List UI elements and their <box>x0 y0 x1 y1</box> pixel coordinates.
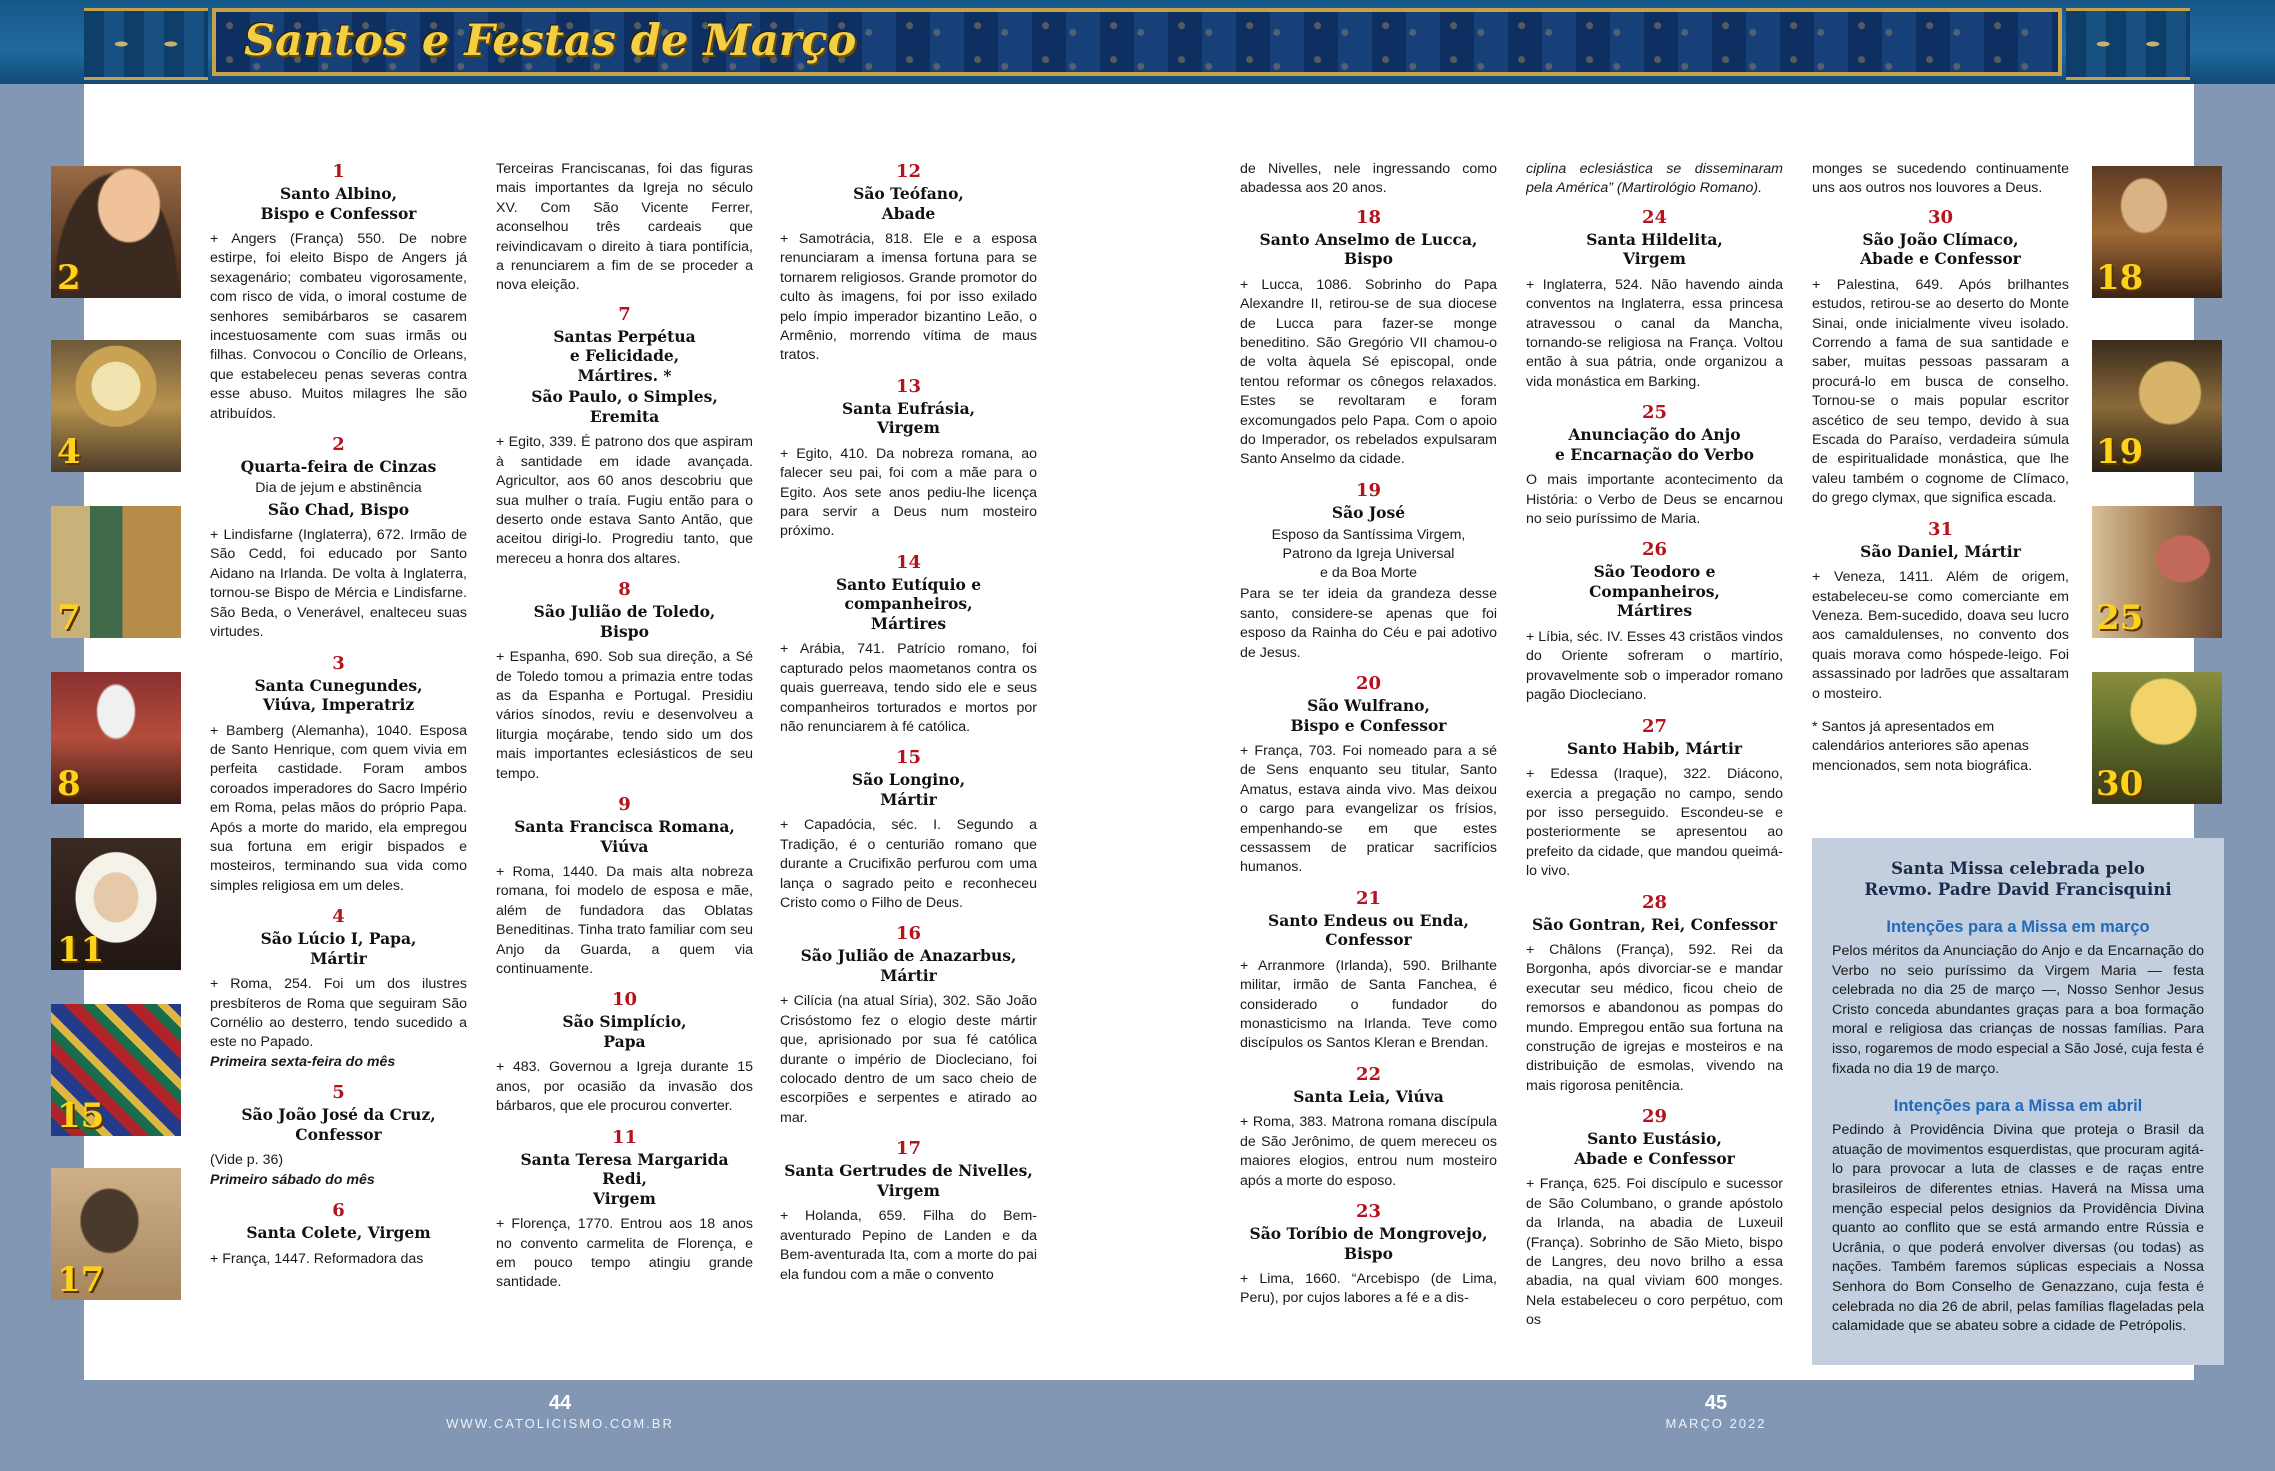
day-entry-21 <box>1240 887 1497 1054</box>
saint-bio: + Arranmore (Irlanda), 590. Brilhante militar, irmão de Santa Fanchea, é considerado o fundador do monasticismo na Irlanda. Teve como discípulos os Santos Kleran e Brendan. <box>1240 957 1497 1052</box>
saint-bio: + Edessa (Iraque), 322. Diácono, exercia a pregação no campo, sendo por isso perseguido. Escondeu-se e posteriormente se apresentou ao prefeito da cidade, que mandou queimá-lo vivo. <box>1526 766 1783 880</box>
day-badge: 25 <box>2096 598 2144 638</box>
saint-bio: + Cilícia (na atual Síria), 302. São João Crisóstomo fez o elogio deste mártir que, aprisionado por sua fé católica durante o império de Diocleciano, foi colocado dentro de um saco cheio de escorpiões e serpentes e atirado ao mar. <box>780 993 1037 1126</box>
saint-bio: + Espanha, 690. Sob sua direção, a Sé de Toledo tomou a primazia entre todas as da Espanha e Portugal. Presidiu vários sínodos, reviu e desenvolveu a liturgia moçárabe, tendo sido um dos mais importantes eclesiásticos de seu tempo. <box>496 649 753 782</box>
saint-name: São Daniel, Mártir <box>1860 541 2021 561</box>
saint-name: São João Clímaco, Abade e Confessor <box>1860 229 2021 269</box>
day-number: 1 <box>332 161 345 182</box>
day-number: 11 <box>611 1126 638 1148</box>
page-number-left: 44 <box>548 1392 572 1414</box>
saint-bio: + Lindisfarne (Inglaterra), 672. Irmão de São Cedd, foi educado por Santo Aidano na Irlanda. De volta à Inglaterra, tornou-se Bispo de Mércia e Lindisfarne. São Beda, o Venerável, enalteceu suas virtudes. <box>210 527 467 641</box>
day-entry-1 <box>210 160 467 424</box>
saint-image-17 <box>51 1168 181 1300</box>
day-entry-12 <box>780 160 1037 366</box>
day-number: 29 <box>1641 1106 1668 1128</box>
saint-name: São José <box>1331 502 1406 522</box>
day-number: 7 <box>618 303 631 325</box>
saint-name: São Lúcio I, Papa, Mártir <box>260 929 417 968</box>
saint-image-30 <box>2092 672 2222 804</box>
day-badge: 15 <box>57 1096 105 1136</box>
saint-image-4 <box>51 340 181 472</box>
page-reference: (Vide p. 36) <box>210 1152 284 1169</box>
saint-name: Santa Hildelita, Virgem <box>1586 229 1723 269</box>
day-entry-8 <box>496 578 753 784</box>
day-entry-28 <box>1526 891 1783 1097</box>
saint-bio: + Samotrácia, 818. Ele e a esposa renunciaram a imensa fortuna para se tornarem religiosos. Grande promotor do culto às imagens, foi por isso exilado pelo ímpio imperador bizantino Leão, o Armênio, morrendo vítima de maus tratos. <box>780 231 1037 364</box>
saint-image-11 <box>51 838 181 970</box>
saint-name: São João José da Cruz, Confessor <box>241 1105 436 1144</box>
column-2 <box>496 160 753 1370</box>
saint-bio: + Roma, 383. Matrona romana discípula de São Jerônimo, de quem mereceu os maiores elogios, entrou num mosteiro após a morte do esposo. <box>1240 1114 1497 1189</box>
liturgical-note: Primeira sexta-feira do mês <box>210 1053 396 1070</box>
day-number: 14 <box>895 551 922 573</box>
ornament-right <box>2066 8 2190 80</box>
saint-name: Santo Eustásio, Abade e Confessor <box>1574 1129 1735 1168</box>
day-entry-4 <box>210 905 467 1072</box>
day-badge: 7 <box>57 598 81 638</box>
saint-bio: + França, 703. Foi nomeado para a sé de Sens enquanto seu titular, Santo Amatus, estava ainda vivo. Mas deixou o cargo para evangelizar os frísios, empenhando-se em que estes cessassem de praticar sacrifícios humanos. <box>1240 743 1497 876</box>
saint-bio: + França, 625. Foi discípulo e sucessor de São Columbano, o grande apóstolo da Irlanda, na abadia de Luxeuil (França). Sobrinho de São Mieto, bispo de Langres, deu novo brilho a essa abadia, na qual viviam 600 monges. Nela estabeleceu o coro perpétuo, com os <box>1526 1176 1783 1329</box>
saint-name: São Julião de Anazarbus, Mártir <box>800 946 1017 985</box>
saint-name: Santo Habib, Mártir <box>1566 738 1743 758</box>
saint-image-19 <box>2092 340 2222 472</box>
saint-name-secondary: São Chad, Bispo <box>267 499 410 519</box>
saint-name: São Longino, Mártir <box>851 770 966 809</box>
day-number: 20 <box>1355 673 1382 694</box>
column-4 <box>1240 160 1497 1370</box>
saint-subtitle: Esposo da Santíssima Virgem, Patrono da Igreja Universal e da Boa Morte <box>1271 527 1466 582</box>
day-entry-17 <box>780 1137 1037 1285</box>
page-title: Santos e Festas de Março <box>244 16 857 66</box>
saint-image-8 <box>51 672 181 804</box>
day-badge: 19 <box>2096 432 2144 472</box>
day-number: 27 <box>1641 715 1668 737</box>
saint-name: Santa Colete, Virgem <box>246 1223 431 1242</box>
day-badge: 8 <box>57 764 81 804</box>
day-number: 19 <box>1355 479 1382 501</box>
saint-bio: + Bamberg (Alemanha), 1040. Esposa de Santo Henrique, com quem vivia em perfeita castidade. Foram ambos coroados imperadores do Sacro Império em Roma, pelas mãos do próprio Papa. Após a morte do marido, ela empregou sua fortuna em erigir bispados e mosteiros, terminando sua vida como simples religiosa em um deles. <box>210 722 467 894</box>
day-entry-13 <box>780 375 1037 542</box>
saint-bio: + Líbia, séc. IV. Esses 43 cristãos vindos do Oriente sofreram o martírio, provavelmente sob o imperador romano pagão Diocleciano. <box>1526 628 1783 704</box>
day-badge: 2 <box>57 258 81 298</box>
march-heading: Intenções para a Missa em março <box>1886 918 2150 936</box>
ornament-left <box>84 8 208 80</box>
day-number: 10 <box>611 989 638 1011</box>
feast-name: Anunciação do Anjo e Encarnação do Verbo <box>1555 425 1754 464</box>
day-entry-14 <box>780 551 1037 738</box>
day-badge: 17 <box>57 1260 105 1300</box>
saint-name: Santa Cunegundes, Viúva, Imperatriz <box>254 675 423 714</box>
day-entry-31 <box>1812 518 2069 704</box>
saint-name: São Teodoro e Companheiros, Mártires <box>1589 562 1720 621</box>
day-entry-24 <box>1526 206 1783 392</box>
day-number: 31 <box>1927 518 1954 540</box>
saint-bio: + Holanda, 659. Filha do Bem-aventurado Pepino de Landen e da Bem-aventurada Ita, com a morte do pai ela fundou com a mãe o convento <box>780 1208 1037 1283</box>
day-number: 25 <box>1641 402 1668 424</box>
saint-bio: + Châlons (França), 592. Rei da Borgonha, após divorciar-se e mandar executar seu médico, ficou cheio de remorsos e abandonou as pompas do mundo. Empregou então sua fortuna na construção de igrejas e mosteiros e na distribuição de esmolas, vivendo na mais rigorosa penitência. <box>1526 942 1783 1094</box>
saint-bio: + Veneza, 1411. Além de origem, estabeleceu-se como comerciante em Veneza. Bem-sucedido, doava seu lucro aos camaldulenses, no convento dos quais morava como hóspede-leigo. Foi assassinado por ladrões que assaltaram o mosteiro. <box>1812 569 2069 702</box>
footnote: * Santos já apresentados em calendários anteriores são apenas mencionados, sem nota biográfica. <box>1812 719 2033 774</box>
day-entry-9 <box>496 793 753 979</box>
saint-bio: + Angers (França) 550. De nobre estirpe, foi eleito Bispo de Angers já sexagenário; combateu vigorosamente, com risco de vida, o imoral costume de senhores semibárbaros se casarem incestuosamente com suas irmãs ou filhas. Convocou o Concílio de Orleans, que estabeleceu penas severas contra esse abuso. Muitos milagres lhe são atribuídos. <box>210 231 467 422</box>
day-number: 9 <box>618 794 631 816</box>
saint-name: Santa Teresa Margarida Redi, Virgem <box>520 1149 729 1208</box>
april-heading: Intenções para a Missa em abril <box>1893 1097 2143 1116</box>
saint-image-25 <box>2092 506 2222 638</box>
saint-name: Santa Leia, Viúva <box>1293 1086 1444 1106</box>
column-3 <box>780 160 1037 1370</box>
day-entry-3 <box>210 652 467 897</box>
day-entry-6 <box>210 1199 467 1269</box>
saint-name: São Simplício, Papa <box>562 1012 687 1051</box>
saint-name: São Toríbio de Mongrovejo, Bispo <box>1249 1224 1488 1263</box>
saint-bio: + Lucca, 1086. Sobrinho do Papa Alexandre II, retirou-se de sua diocese de Lucca para fazer-se monge beneditino. São Gregório VII chamou-o de volta àquela Sé episcopal, onde tentou reformar os cônegos relaxados. Estes se revoltaram e foram excomungados pelo Papa. Com o apoio do Imperador, os rebelados expulsaram Santo Anselmo da cidade. <box>1240 276 1497 468</box>
saint-name: Santo Albino, Bispo e Confessor <box>260 184 417 223</box>
liturgical-note: Primeiro sábado do mês <box>210 1171 375 1188</box>
day-number: 15 <box>895 747 922 769</box>
saint-name-secondary: São Paulo, o Simples, Eremita <box>531 387 718 426</box>
day-number: 21 <box>1355 887 1382 909</box>
column-5 <box>1526 160 1783 1370</box>
saint-name: Quarta-feira de Cinzas <box>240 457 437 477</box>
column-6 <box>1812 160 2069 840</box>
saint-name: São Wulfrano, Bispo e Confessor <box>1290 696 1447 735</box>
site-url: WWW.CATOLICISMO.COM.BR <box>446 1416 674 1431</box>
page-number-right: 45 <box>1704 1392 1728 1414</box>
column-1 <box>210 160 467 1370</box>
march-intentions: Pelos méritos da Anunciação do Anjo e da Encarnação do Verbo no seio puríssimo da Virgem Maria — festa celebrada no dia 25 de março —, Nosso Senhor Jesus Cristo conceda abundantes graças para a boa formação moral e religiosa das crianças de nossas famílias. Para isso, rogaremos de modo especial a São José, cuja festa é fixada no dia 19 de março. <box>1832 943 2204 1077</box>
day-entry-16 <box>780 922 1037 1128</box>
saint-name: Santo Eutíquio e companheiros, Mártires <box>835 574 982 633</box>
title-banner <box>212 8 2062 76</box>
saint-image-7 <box>51 506 181 638</box>
day-entry-22 <box>1240 1063 1497 1191</box>
mass-intentions-box <box>1812 838 2224 1365</box>
day-entry-26 <box>1526 538 1783 705</box>
saint-name: São Julião de Toledo, Bispo <box>533 602 716 641</box>
day-number: 4 <box>332 906 345 928</box>
saint-bio: + Arábia, 741. Patrício romano, foi capturado pelos maometanos contra os quais guerreava, tendo sido ele e seus companheiros torturados e mortos por não renunciarem à fé católica. <box>780 641 1037 735</box>
saint-bio: Para se ter ideia da grandeza desse santo, considere-se apenas que foi esposo da Rainha do Céu e pai adotivo de Jesus. <box>1240 586 1497 661</box>
day-entry-18 <box>1240 206 1497 470</box>
day-number: 23 <box>1355 1201 1382 1222</box>
day-entry-2 <box>210 433 467 642</box>
saint-bio: + Florença, 1770. Entrou aos 18 anos no convento carmelita de Florença, e em pouco tempo atingiu grande santidade. <box>496 1216 753 1291</box>
saint-image-18 <box>2092 166 2222 298</box>
day-number: 5 <box>332 1082 345 1104</box>
day-entry-5 <box>210 1081 467 1190</box>
saint-image-2 <box>51 166 181 298</box>
day-entry-27 <box>1526 715 1783 882</box>
saint-name: Santa Gertrudes de Nivelles, Virgem <box>784 1161 1033 1200</box>
saint-subtitle: Dia de jejum e abstinência <box>255 479 422 496</box>
day-entry-29 <box>1526 1105 1783 1330</box>
saint-name: Santo Anselmo de Lucca, Bispo <box>1259 229 1478 269</box>
day-number: 3 <box>332 652 345 674</box>
day-number: 12 <box>895 161 922 182</box>
day-number: 17 <box>895 1138 922 1160</box>
saint-name: Santa Eufrásia, Virgem <box>841 398 976 438</box>
continued-text: de Nivelles, nele ingressando como abadessa aos 20 anos. <box>1240 161 1497 197</box>
day-number: 30 <box>1927 206 1954 228</box>
saint-image-15 <box>51 1004 181 1136</box>
saint-bio: + França, 1447. Reformadora das <box>210 1250 424 1267</box>
header-bar <box>0 0 2275 84</box>
day-number: 13 <box>895 375 922 397</box>
day-badge: 30 <box>2096 764 2144 804</box>
day-badge: 4 <box>57 432 81 472</box>
day-badge: 11 <box>57 930 105 970</box>
saint-bio: + 483. Governou a Igreja durante 15 anos, por ocasião da invasão dos bárbaros, que ele procurou converter. <box>496 1059 753 1115</box>
day-entry-20 <box>1240 672 1497 878</box>
saint-bio: + Palestina, 649. Após brilhantes estudos, retirou-se ao deserto do Monte Sinai, onde inicialmente viveu isolado. Correndo a fama de sua santidade e saber, muitas pessoas passaram a procurá-lo em busca de conselho. Tornou-se o mais popular escritor ascético de seu tempo, devido à sua Escada do Paraíso, verdadeira súmula de espiritualidade monástica, que lhe valeu também o cognome de Clímaco, do grego clymax, que significa escada. <box>1812 276 2069 507</box>
day-number: 28 <box>1641 891 1668 913</box>
saint-bio: + Inglaterra, 524. Não havendo ainda conventos na Inglaterra, essa princesa atravessou o canal da Mancha, tornando-se religiosa na França. Voltou então à sua pátria, onde organizou a vida monástica em Barking. <box>1526 276 1783 390</box>
feast-description: O mais importante acontecimento da História: o Verbo de Deus se encarnou no seio puríssimo de Maria. <box>1526 472 1783 528</box>
saint-bio: + Lima, 1660. “Arcebispo (de Lima, Peru), por cujos labores a fé e a dis- <box>1240 1271 1497 1307</box>
day-number: 18 <box>1355 206 1382 228</box>
saint-name: Santo Endeus ou Enda, Confessor <box>1268 910 1469 950</box>
saint-bio: + Capadócia, séc. I. Segundo a Tradição, é o centurião romano que durante a Crucifixão perfurou com uma lança o sagrado peito e reconheceu Cristo como o Filho de Deus. <box>780 817 1037 912</box>
issue-date: MARÇO 2022 <box>1665 1416 1767 1431</box>
day-entry-23 <box>1240 1200 1497 1309</box>
continued-text: monges se sucedendo continuamente uns aos outros nos louvores a Deus. <box>1812 161 2069 197</box>
day-number: 26 <box>1641 539 1668 561</box>
box-title: Santa Missa celebrada pelo Revmo. Padre David Francisquini <box>1864 859 2172 899</box>
day-entry-11 <box>496 1126 753 1293</box>
day-entry-10 <box>496 988 753 1116</box>
continued-text: ciplina eclesiástica se disseminaram pela América” (Martirológio Romano). <box>1526 161 1783 197</box>
saint-bio: + Roma, 1440. Da mais alta nobreza romana, foi modelo de esposa e mãe, além de fundadora das Oblatas Beneditinas. Tinha trato familiar com seu Anjo da Guarda, a quem via continuamente. <box>496 864 753 978</box>
day-entry-30 <box>1812 206 2069 509</box>
day-badge: 18 <box>2096 258 2144 298</box>
day-entry-15 <box>780 746 1037 913</box>
day-entry-7 <box>496 303 753 569</box>
saint-name: São Teófano, Abade <box>853 184 964 223</box>
day-number: 8 <box>618 579 631 601</box>
day-number: 6 <box>332 1200 345 1221</box>
saint-name: São Gontran, Rei, Confessor <box>1531 914 1778 934</box>
saint-bio: + Egito, 410. Da nobreza romana, ao falecer seu pai, foi com a mãe para o Egito. Aos sete anos pediu-lhe licença para servir a Deus num mosteiro próximo. <box>780 445 1037 540</box>
saint-name: Santas Perpétua e Felicidade, Mártires. * <box>553 326 696 385</box>
day-number: 24 <box>1641 206 1668 228</box>
saint-bio: + Roma, 254. Foi um dos ilustres presbíteros de Roma que seguiram São Cornélio ao desterro, tendo sucedido a este no Papado. <box>210 976 467 1051</box>
saint-name: Santa Francisca Romana, Viúva <box>514 817 735 856</box>
saint-bio: + Egito, 339. É patrono dos que aspiram à santidade em idade avançada. Agricultor, aos 60 anos descobriu que sua mulher o traía. Fugiu então para o deserto onde estava Santo Antão, que aceitou dirigi-lo. Progrediu tanto, que mereceu a honra dos altares. <box>496 434 753 567</box>
day-entry-25 <box>1526 401 1783 529</box>
day-number: 2 <box>332 434 345 456</box>
day-entry-19 <box>1240 479 1497 663</box>
day-number: 16 <box>895 923 922 945</box>
continued-text: Terceiras Franciscanas, foi das figuras mais importantes da Igreja no século XV. Com São Vicente Ferrer, aconselhou três cardeais que reivindicavam o direito à tiara pontifícia, a renunciarem a fim de se proceder a nova eleição. <box>496 161 753 294</box>
april-intentions: Pedindo à Providência Divina que proteja o Brasil da atuação de movimentos esquerdistas, que procuram agitá-lo para provocar a luta de classes e de raças entre brasileiros de diferentes etnias. Haverá na Missa uma menção especial pelos designios da Providência Divina quanto ao conflito que se está armando entre Rússia e Ucrânia, o que poderá envolver diversas (ou todas) as nações. Também faremos súplicas especiais a Nossa Senhora do Bom Conselho de Genazzano, cuja festa é celebrada no dia 26 de abril, pelas famílias flageladas pela calamidade que se abateu sobre a cidade de Petrópolis. <box>1832 1122 2204 1335</box>
day-number: 22 <box>1355 1063 1382 1085</box>
